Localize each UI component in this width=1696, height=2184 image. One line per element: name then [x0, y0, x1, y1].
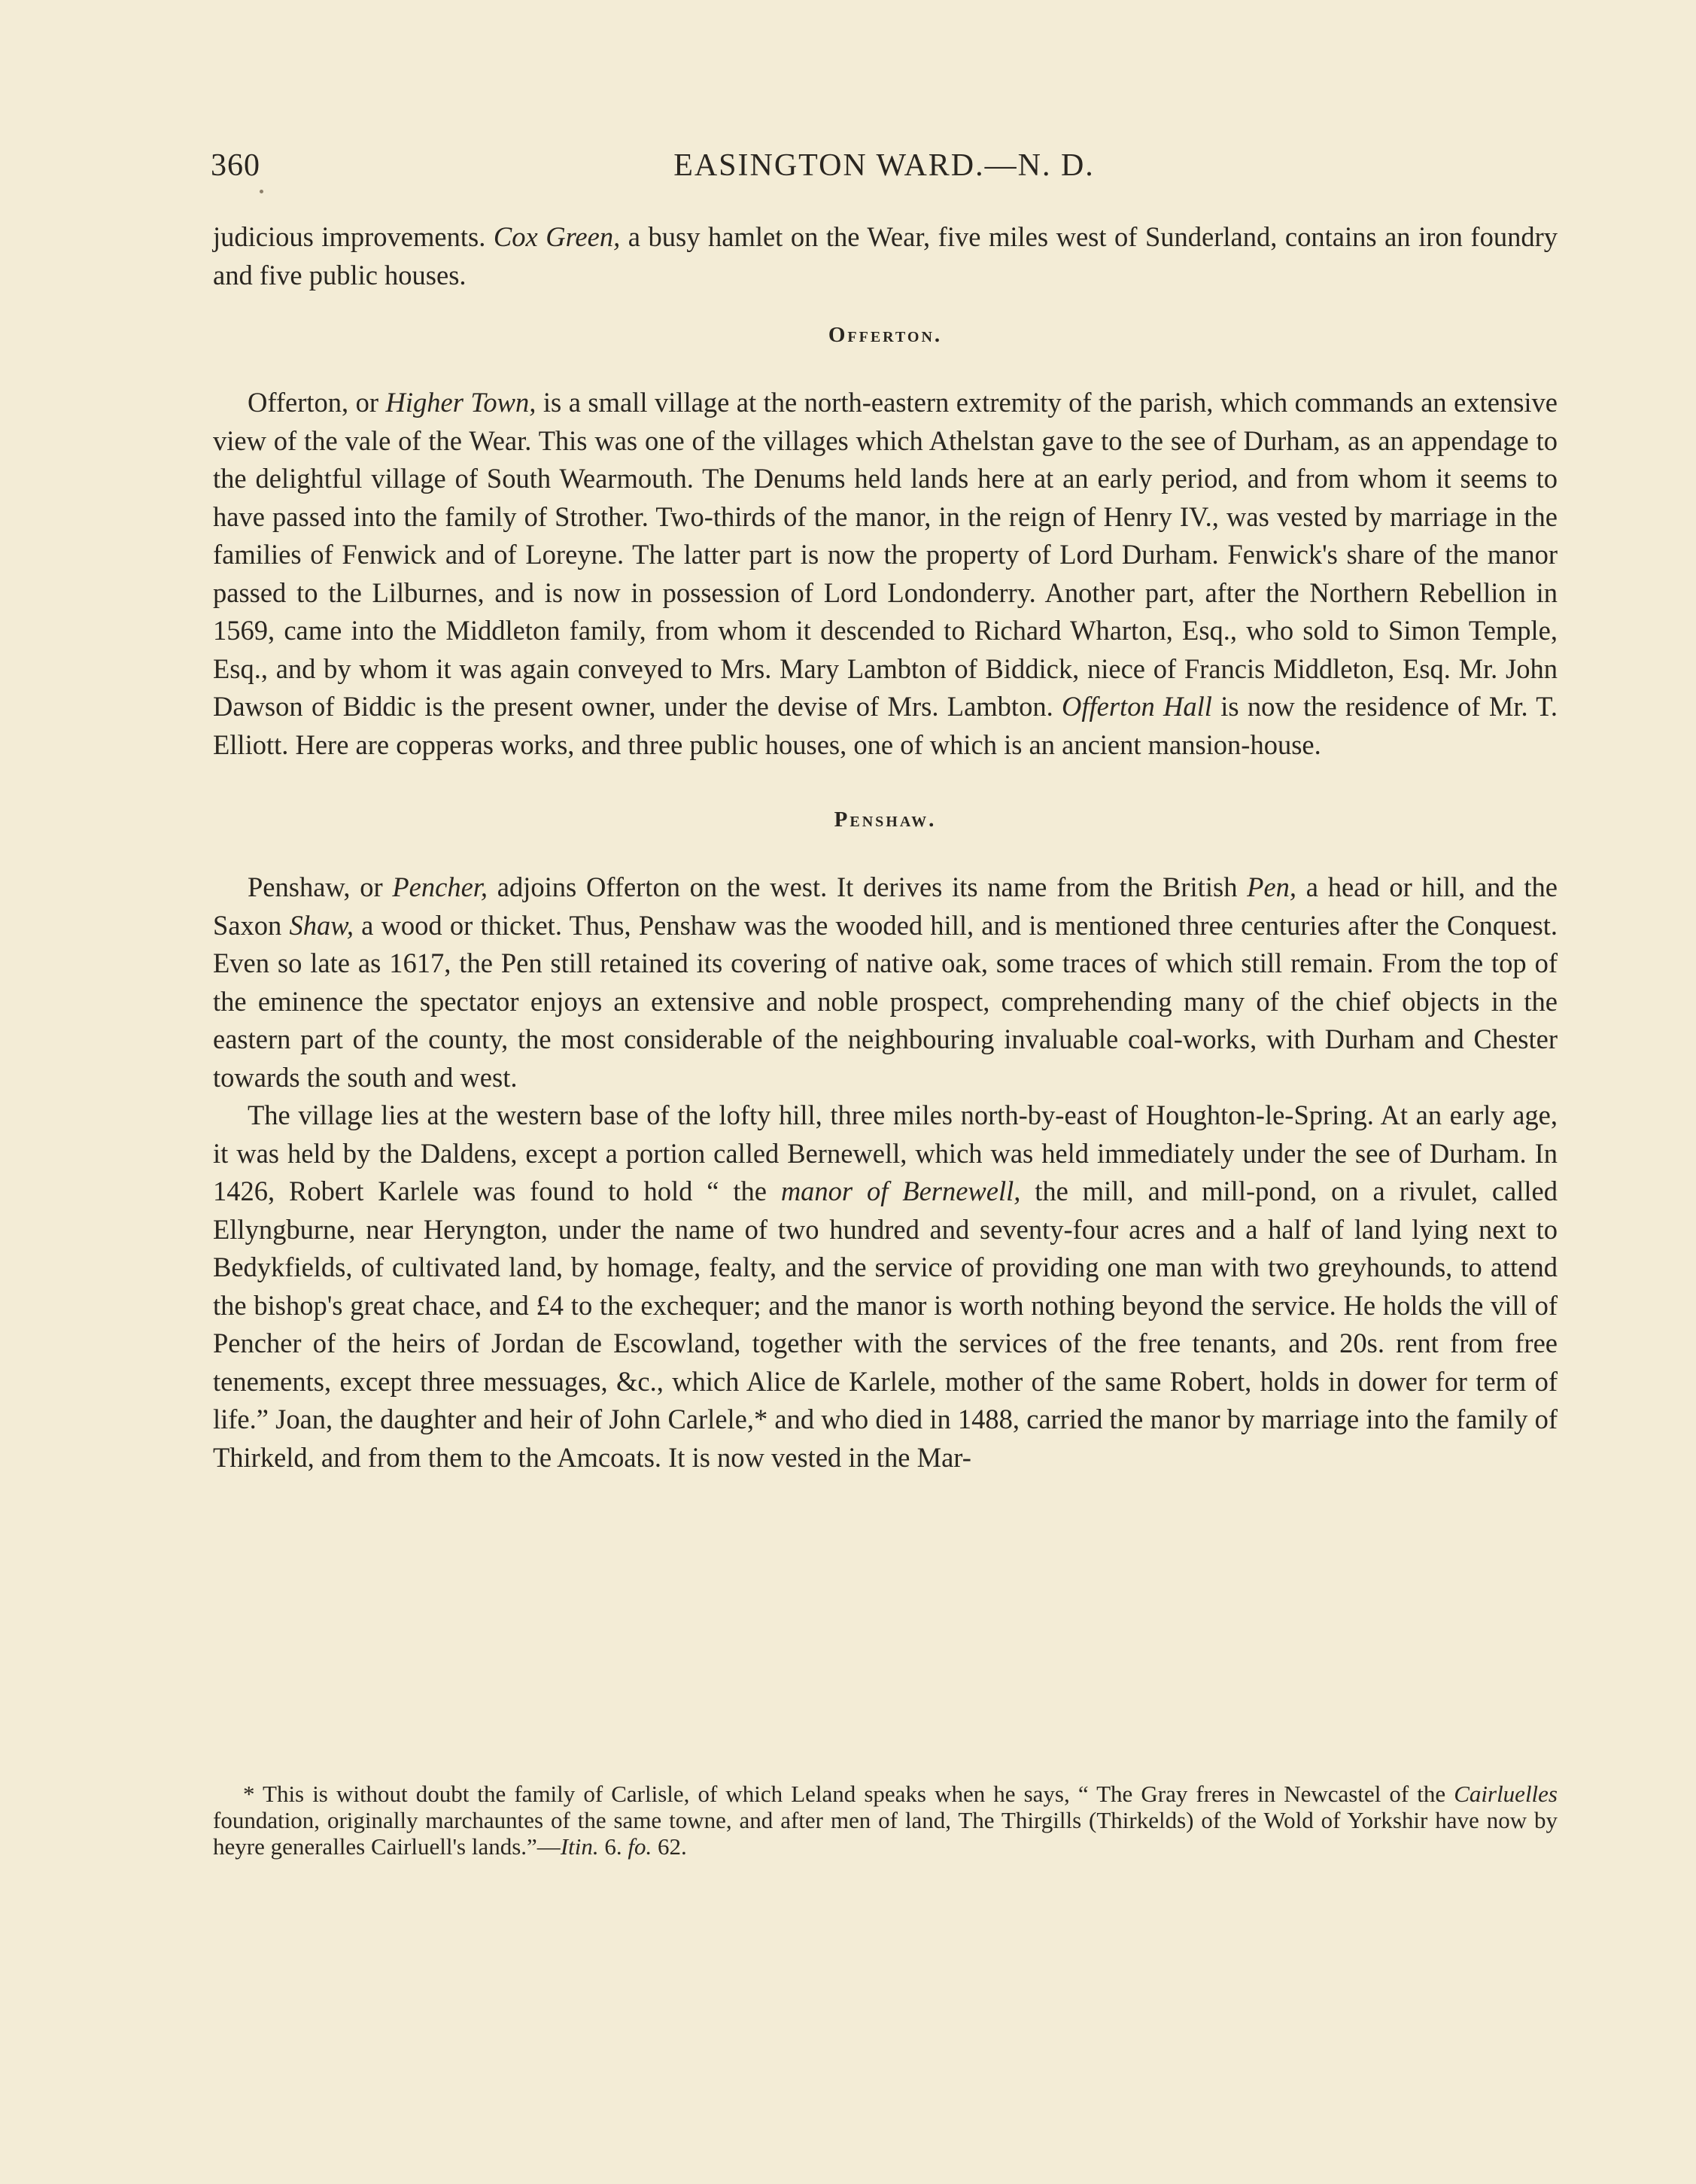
penshaw-p1-italic-2: Pen,: [1247, 871, 1297, 902]
penshaw-paragraph-1: [213, 868, 1558, 1097]
ink-speck: [260, 190, 263, 193]
offerton-italic-1: Higher Town,: [385, 387, 536, 418]
intro-italic: Cox Green,: [493, 221, 621, 252]
footnote-italic-3: fo.: [628, 1833, 652, 1860]
page-header: [211, 148, 1558, 193]
footnote-italic-1: Cairluelles: [1454, 1781, 1558, 1807]
footnote-text-d: 62.: [652, 1833, 687, 1860]
penshaw-p1-text-c: a head or hill, and the Saxon: [213, 871, 1558, 941]
penshaw-p2-text-a: The village lies at the western base of the lofty hill, three miles north-by-east of Houghton-le-Spring. At an early age, it was held by the Daldens, except a portion called Bernewell, which was held immediately under the see of Durham. In 1426, Robert Karlele was found to hold “ the: [213, 1100, 1558, 1206]
penshaw-p1-text-a: Penshaw, or: [248, 871, 393, 902]
footnote: [213, 1781, 1558, 1860]
intro-paragraph: [213, 218, 1558, 294]
offerton-paragraph: [213, 384, 1558, 764]
offerton-italic-2: Offerton Hall: [1062, 691, 1212, 722]
footnote-text-a: * This is without doubt the family of Carlisle, of which Leland speaks when he says, “ The Gray freres in Newcastel of the: [243, 1781, 1454, 1807]
penshaw-p1-italic-1: Pencher,: [392, 871, 488, 902]
penshaw-p1-text-d: a wood or thicket. Thus, Penshaw was the wooded hill, and is mentioned three centuries after the Conquest. Even so late as 1617, the Pen still retained its covering of native oak, some traces of which still remain. From the top of the eminence the spectator enjoys an extensive and noble prospect, comprehending many of the chief objects in the eastern part of the county, the most considerable of the neighbouring invaluable coal-works, with Durham and Chester towards the south and west.: [213, 909, 1558, 1093]
penshaw-heading: Penshaw.: [834, 808, 937, 832]
offerton-heading: Offerton.: [828, 323, 943, 347]
offerton-text-b: is a small village at the north-eastern extremity of the parish, which commands an extensive view of the vale of the Wear. This was one of the villages which Athelstan gave to the see of Durham, as an appendage to the delightful village of South Wearmouth. The Denums held lands here at an early period, and from whom it seems to have passed into the family of Strother. Two-thirds of the manor, in the reign of Henry IV., was vested by marriage in the families of Fenwick and of Loreyne. The latter part is now the property of Lord Durham. Fenwick's share of the manor passed to the Lilburnes, and is now in possession of Lord Londonderry. Another part, after the Northern Rebellion in 1569, came into the Middleton family, from whom it descended to Richard Wharton, Esq., who sold to Simon Temple, Esq., and by whom it was again conveyed to Mrs. Mary Lambton of Biddick, niece of Francis Middleton, Esq. Mr. John Dawson of Biddic is the present owner, under the devise of Mrs. Lambton.: [213, 387, 1558, 722]
penshaw-p2-italic-1: manor of Bernewell,: [780, 1176, 1021, 1206]
penshaw-p1-italic-3: Shaw,: [289, 909, 354, 941]
body-text: [213, 218, 1558, 1477]
footnote-paragraph: [213, 1781, 1558, 1860]
intro-text-a: judicious improvements.: [213, 221, 494, 252]
running-head: EASINGTON WARD.—N. D.: [673, 148, 1095, 183]
offerton-text-a: Offerton, or: [248, 387, 386, 418]
page-number: 360: [211, 148, 260, 183]
penshaw-p2-text-b: the mill, and mill-pond, on a rivulet, called Ellyngburne, near Heryngton, under the name of two hundred and seventy-four acres and a half of land lying next to Bedykfields, of cultivated land, by homage, fealty, and the service of providing one man with two greyhounds, to attend the bishop's great chace, and £4 to the exchequer; and the manor is worth nothing beyond the service. He holds the vill of Pencher of the heirs of Jordan de Escowland, together with the services of the free tenants, and 20s. rent from free tenements, except three messuages, &c., which Alice de Karlele, mother of the same Robert, holds in dower for term of life.” Joan, the daughter and heir of John Carlele,* and who died in 1488, carried the manor by marriage into the family of Thirkeld, and from them to the Amcoats. It is now vested in the Mar-: [213, 1176, 1558, 1473]
footnote-italic-2: Itin.: [560, 1833, 599, 1860]
footnote-text-c: 6.: [598, 1833, 628, 1860]
intro-text-b: a busy hamlet on the Wear, five miles west of Sunderland, contains an iron foundry and five public houses.: [213, 221, 1558, 290]
penshaw-paragraph-2: [213, 1097, 1558, 1477]
penshaw-p1-text-b: adjoins Offerton on the west. It derives its name from the British: [488, 871, 1248, 902]
footnote-text-b: foundation, originally marchauntes of the same towne, and after men of land, The Thirgills (Thirkelds) of the Wold of Yorkshir have now by heyre generalles Cairluell's lands.”—: [213, 1807, 1558, 1860]
offerton-text-c: is now the residence of Mr. T. Elliott. Here are copperas works, and three public houses, one of which is an ancient mansion-house.: [213, 691, 1558, 760]
